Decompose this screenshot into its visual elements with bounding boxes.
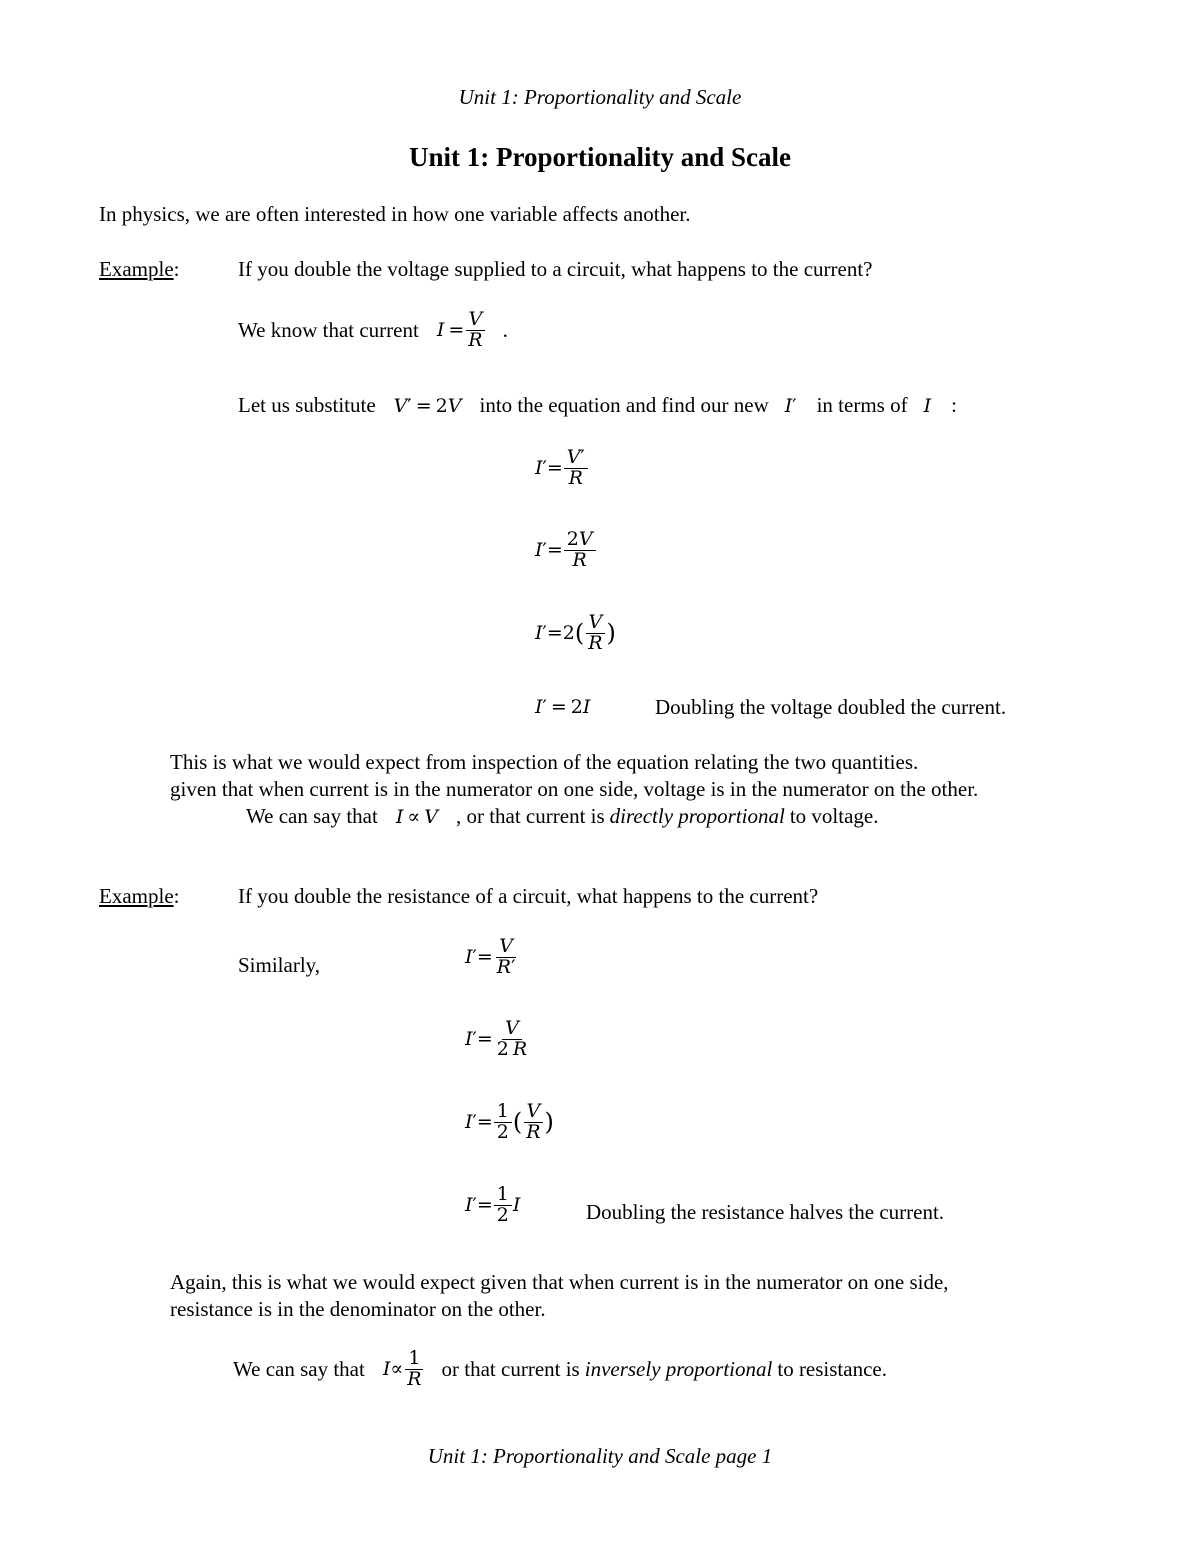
substitution-equation: V ′ = 2 V	[393, 394, 462, 417]
equation-step-1: I ′ = $\frac{V'}{R}$	[535, 448, 589, 489]
substitution-line: Let us substitute V ′ = 2 V into the equation and find our new I ′ in terms of I :	[238, 393, 957, 417]
conclusion1-line2: given that when current is in the numerator on one side, voltage is in the numerator on the other.	[170, 777, 979, 801]
conclusion2-line2: resistance is in the denominator on the other.	[170, 1297, 546, 1321]
page-footer: Unit 1: Proportionality and Scale page 1	[427, 1444, 773, 1468]
example1-label: Example:	[99, 257, 180, 281]
equation-step-4: I ′ = 2 I	[535, 696, 591, 718]
conclusion2-line1: Again, this is what we would expect given that when current is in the numerator on one side,	[170, 1270, 949, 1294]
example2-question: If you double the resistance of a circuit, what happens to the current?	[238, 884, 819, 908]
equation2-step-2: I ′ = $\frac{V}{2 R}$	[465, 1017, 528, 1060]
resistance-result-note: Doubling the resistance halves the current.	[586, 1200, 945, 1224]
page-title: Unit 1: Proportionality and Scale	[408, 142, 791, 172]
conclusion1-line1: This is what we would expect from inspection of the equation relating the two quantities.	[170, 750, 919, 774]
equation2-step-3: I ′ = $\frac{1}{2}$ ( $\frac{V}{R}$ )	[465, 1100, 554, 1143]
example2-label: Example:	[99, 884, 180, 908]
intro-text: In physics, we are often interested in how one variable affects another.	[99, 202, 691, 226]
similarly-label: Similarly,	[238, 953, 321, 977]
ohms-law-statement: We know that current I = $\frac{V}{R}$ .	[238, 308, 508, 351]
direct-proportion-statement: We can say that I ∝ V , or that current is directly proportional to voltage.	[246, 804, 879, 828]
inverse-proportion-statement: We can say that I ∝ $\frac{1}{R}$ or that current is inversely proportional to resistance.	[233, 1347, 887, 1390]
voltage-result-note: Doubling the voltage doubled the current.	[655, 695, 1007, 719]
running-header: Unit 1: Proportionality and Scale	[458, 85, 742, 109]
example1-question: If you double the voltage supplied to a circuit, what happens to the current?	[238, 257, 873, 281]
equation-step-3: I ′ = 2 ( $\frac{V}{R}$ )	[535, 611, 616, 654]
equation-step-2: I ′ = $\frac{2V}{R}$	[535, 530, 597, 571]
ohms-law-equation: I = $\frac{V}{R}$	[437, 310, 487, 351]
equation2-step-4: I ′ = $\frac{1}{2}$ I	[465, 1183, 521, 1226]
equation2-step-1: I ′ = $\frac{V}{R'}$	[465, 935, 516, 978]
